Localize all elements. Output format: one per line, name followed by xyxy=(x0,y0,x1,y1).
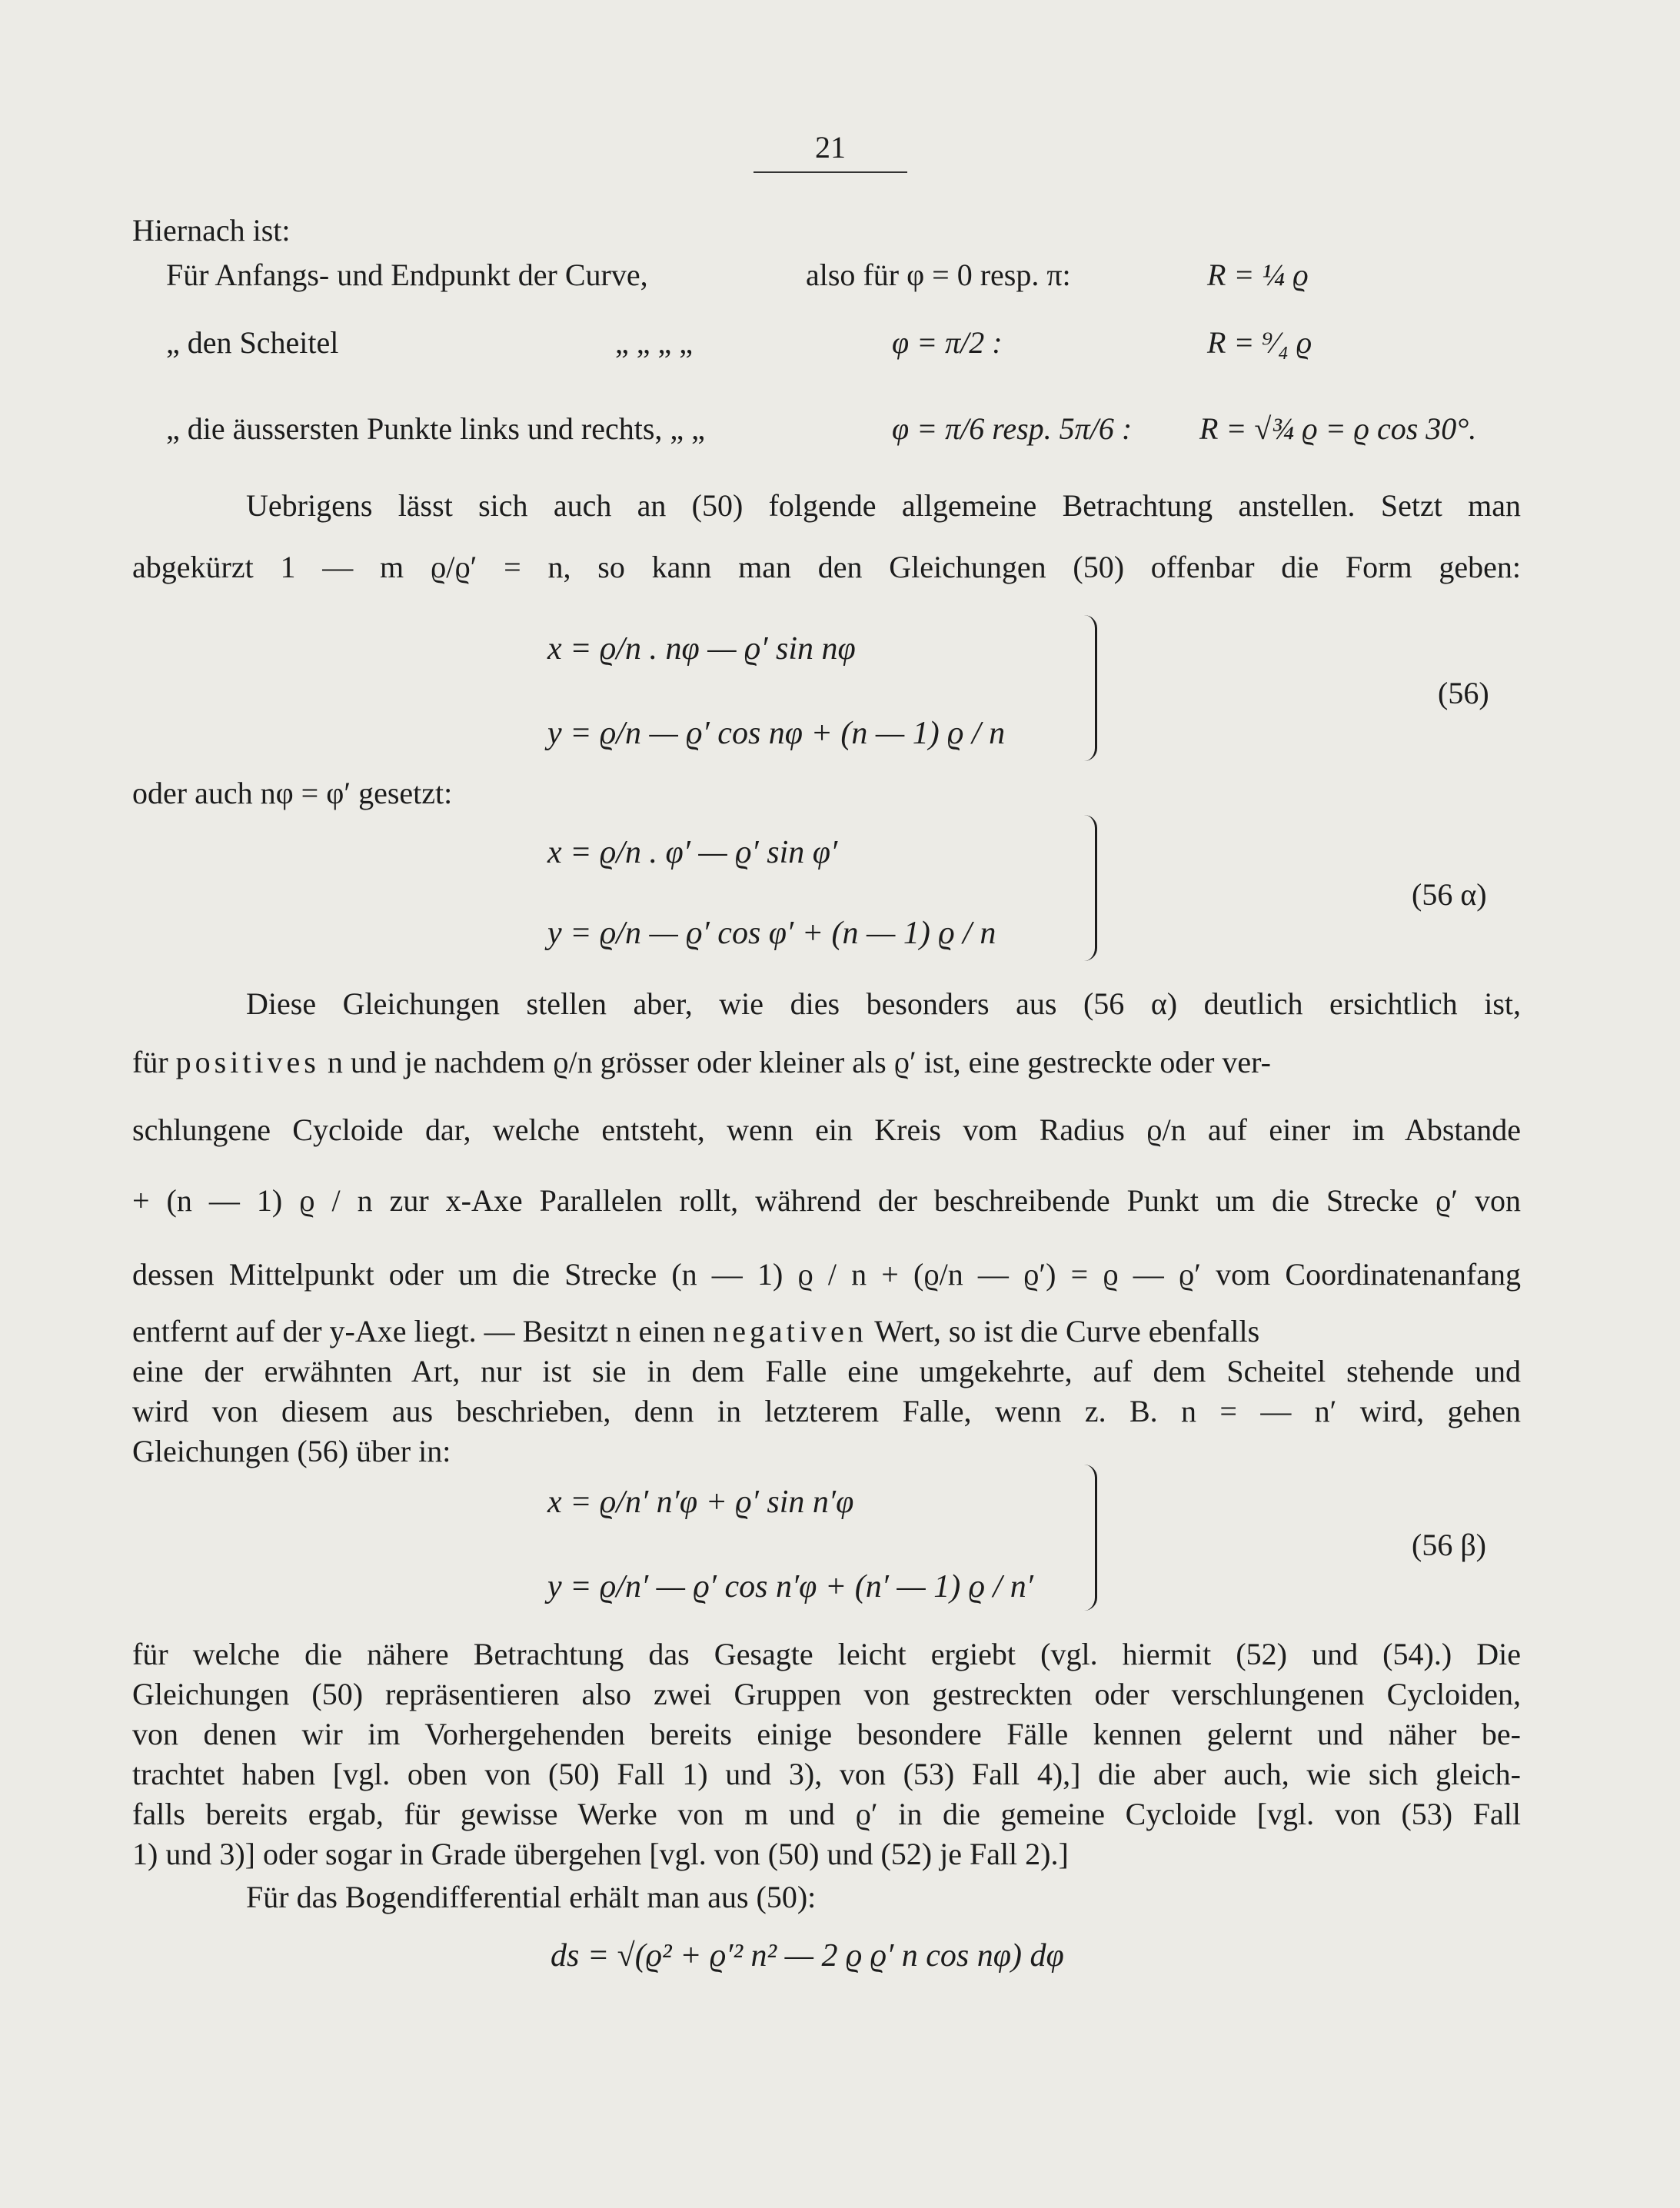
math-expression: R = ⁹⁄₄ ϱ xyxy=(1207,325,1312,360)
text-line: eine der erwähnten Art, nur ist sie in dem Falle eine umgekehrte, auf dem Scheitel stehende und xyxy=(132,1354,1521,1388)
equation-brace xyxy=(1084,615,1097,761)
equation-56-y: y = ϱ/n — ϱ′ cos nφ + (n — 1) ϱ / n xyxy=(547,716,1006,751)
equation-56-x: x = ϱ/n . nφ — ϱ′ sin nφ xyxy=(547,631,856,667)
text-line: Für Anfangs- und Endpunkt der Curve, xyxy=(166,258,648,292)
text-line: trachtet haben [vgl. oben von (50) Fall 1) und 3), von (53) Fall 4),] die aber auch, wie sich gleich- xyxy=(132,1757,1521,1791)
equation-56a-x: x = ϱ/n . φ′ — ϱ′ sin φ′ xyxy=(547,835,838,870)
text-line: Diese Gleichungen stellen aber, wie dies besonders aus (56 α) deutlich ersichtlich ist, xyxy=(246,986,1521,1021)
text-line: wird von diesem aus beschrieben, denn in letzterem Falle, wenn z. B. n = — n′ wird, gehen xyxy=(132,1394,1521,1428)
text-line: Uebrigens lässt sich auch an (50) folgende allgemeine Betrachtung anstellen. Setzt man xyxy=(246,488,1521,523)
equation-brace xyxy=(1084,815,1097,961)
ditto-marks: „ „ „ „ xyxy=(615,325,694,360)
text-line: schlungene Cycloide dar, welche entsteht, wenn ein Kreis vom Radius ϱ/n auf einer im Abstande xyxy=(132,1112,1521,1147)
text-line: + (n — 1) ϱ / n zur x-Axe Parallelen rollt, während der beschreibende Punkt um die Strecke ϱ′ von xyxy=(132,1183,1521,1218)
text-line: oder auch nφ = φ′ gesetzt: xyxy=(132,776,453,810)
equation-56b-y: y = ϱ/n′ — ϱ′ cos n′φ + (n′ — 1) ϱ / n′ xyxy=(547,1569,1033,1604)
text-line: Gleichungen (56) über in: xyxy=(132,1434,451,1468)
text-line: 1) und 3)] oder sogar in Grade übergehen [vgl. von (50) und (52) je Fall 2).] xyxy=(132,1837,1069,1871)
equation-arc-differential: ds = √(ϱ² + ϱ′² n² — 2 ϱ ϱ′ n cos nφ) dφ xyxy=(551,1938,1064,1974)
math-expression: R = ¼ ϱ xyxy=(1207,258,1309,292)
text-line: „ die äussersten Punkte links und rechts, „ „ xyxy=(166,411,705,446)
equation-56a-y: y = ϱ/n — ϱ′ cos φ′ + (n — 1) ϱ / n xyxy=(547,916,996,951)
text-fragment: Wert, so ist die Curve ebenfalls xyxy=(874,1314,1260,1348)
text-line: „ den Scheitel xyxy=(166,325,339,360)
text-line: abgekürzt 1 — m ϱ/ϱ′ = n, so kann man den Gleichungen (50) offenbar die Form geben: xyxy=(132,550,1521,584)
text-line: für welche die nähere Betrachtung das Gesagte leicht ergiebt (vgl. hiermit (52) und (54).) Die xyxy=(132,1637,1521,1671)
text-line xyxy=(132,1046,1521,1079)
math-expression: φ = π/2 : xyxy=(892,325,1003,360)
equation-number: (56) xyxy=(1438,676,1489,710)
emphasis-text: positives xyxy=(175,1045,320,1079)
text-line: Für das Bogendifferential erhält man aus (50): xyxy=(246,1880,817,1914)
emphasis-text: negativen xyxy=(713,1314,867,1348)
text-line: Hiernach ist: xyxy=(132,213,291,248)
text-line: falls bereits ergab, für gewisse Werke von m und ϱ′ in die gemeine Cycloide [vgl. von (53) Fall xyxy=(132,1797,1521,1831)
equation-number: (56 β) xyxy=(1412,1528,1486,1562)
page-number: 21 xyxy=(754,129,907,173)
text-line xyxy=(132,1315,1521,1348)
text-line: Gleichungen (50) repräsentieren also zwei Gruppen von gestreckten oder verschlungenen Cycloiden, xyxy=(132,1677,1521,1711)
equation-brace xyxy=(1084,1465,1097,1611)
math-expression: φ = π/6 resp. 5π/6 : xyxy=(892,411,1133,446)
text-line: von denen wir im Vorhergehenden bereits einige besondere Fälle kennen gelernt und näher be- xyxy=(132,1717,1521,1751)
text-fragment: n und je nachdem ϱ/n grösser oder kleiner als ϱ′ ist, eine gestreckte oder ver- xyxy=(327,1045,1271,1079)
text-line: also für φ = 0 resp. π: xyxy=(806,258,1071,292)
text-fragment: entfernt auf der y-Axe liegt. — Besitzt n einen xyxy=(132,1314,706,1348)
equation-56b-x: x = ϱ/n′ n′φ + ϱ′ sin n′φ xyxy=(547,1485,854,1520)
text-line: dessen Mittelpunkt oder um die Strecke (n — 1) ϱ / n + (ϱ/n — ϱ′) = ϱ — ϱ′ vom Coordinatenanfang xyxy=(132,1257,1521,1292)
text-fragment: für xyxy=(132,1045,168,1079)
equation-number: (56 α) xyxy=(1412,877,1487,912)
math-expression: R = √¾ ϱ = ϱ cos 30°. xyxy=(1199,411,1477,446)
